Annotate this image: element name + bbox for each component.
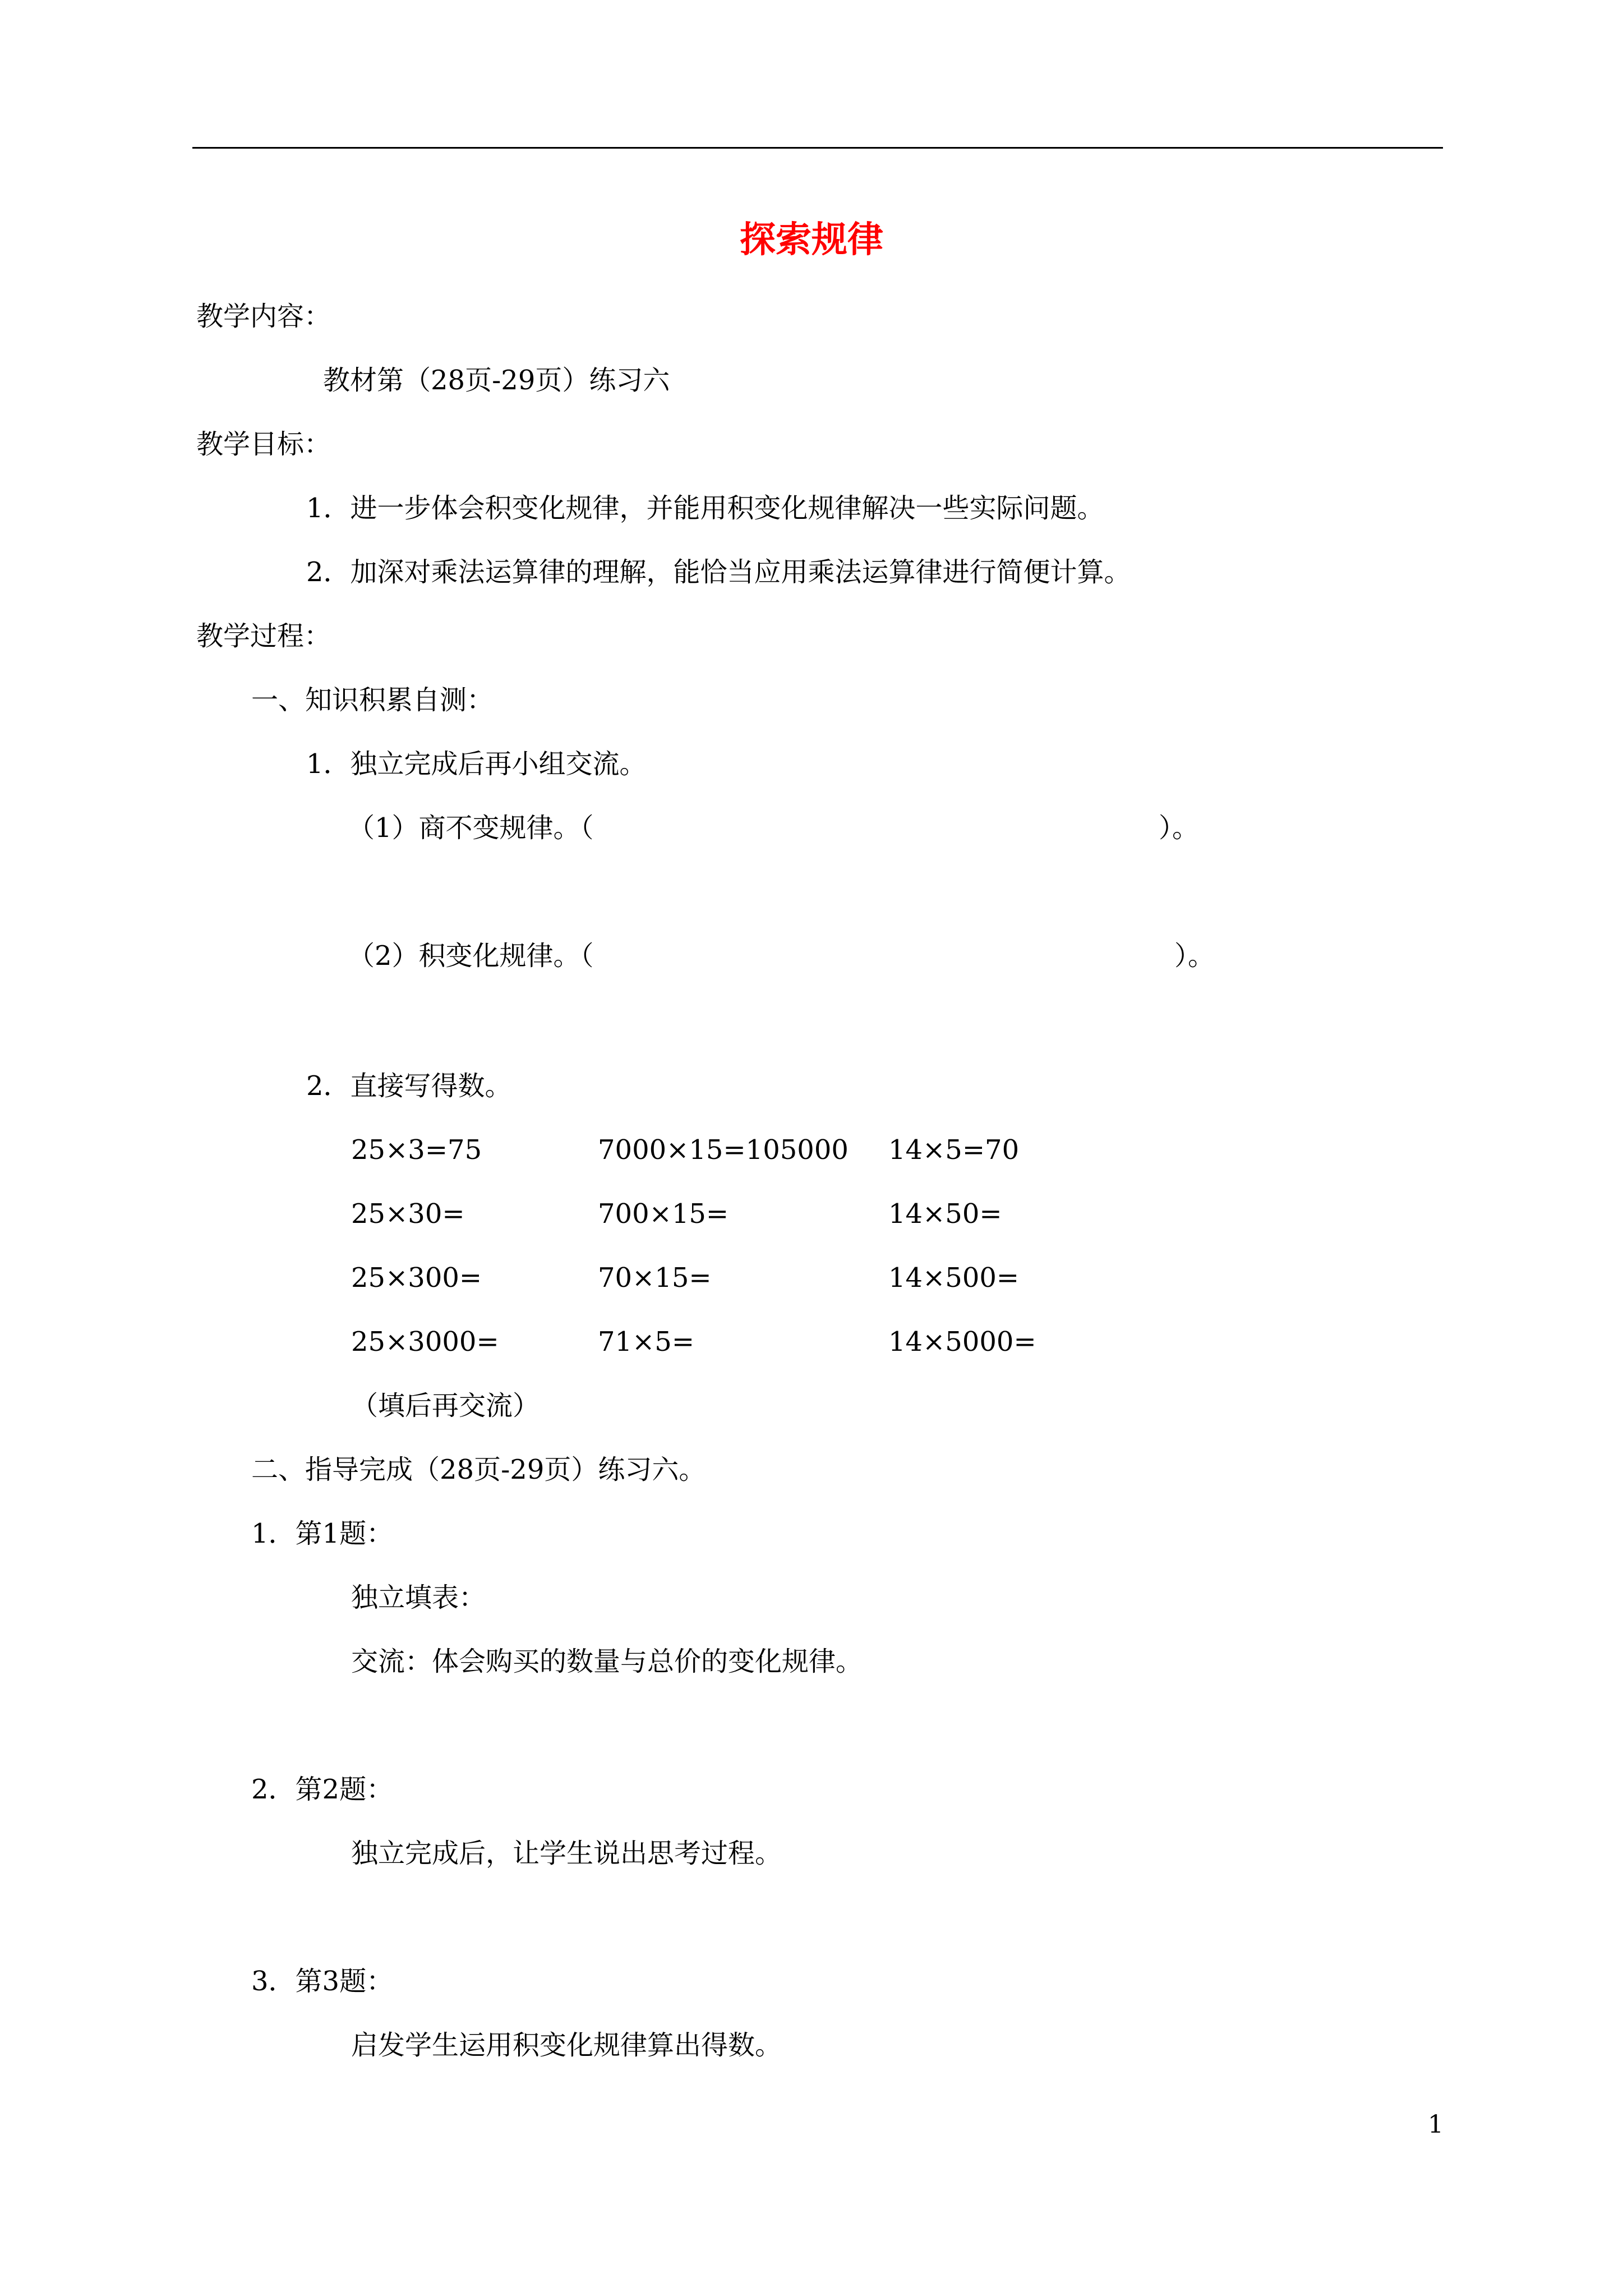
part1-item-2: 2．直接写得数。 <box>306 1070 512 1102</box>
goal-2: 2．加深对乘法运算律的理解，能恰当应用乘法运算律进行简便计算。 <box>306 556 1131 588</box>
calc-note: （填后再交流） <box>351 1390 540 1421</box>
question-1-line-2: 交流：体会购买的数量与总价的变化规律。 <box>351 1646 863 1677</box>
question-2-line-1: 独立完成后，让学生说出思考过程。 <box>351 1838 782 1869</box>
page-title: 探索规律 <box>740 219 883 261</box>
question-1-line-1: 独立填表： <box>351 1582 486 1613</box>
process-heading: 教学过程： <box>196 620 331 652</box>
rule-1-label: （1）商不变规律。（ <box>348 812 594 844</box>
goals-heading: 教学目标： <box>196 429 331 460</box>
part1-item-1: 1．独立完成后再小组交流。 <box>306 748 647 780</box>
rule-2-label: （2）积变化规律。（ <box>348 940 594 972</box>
calc-cell: 7000×15=105000 <box>598 1134 849 1166</box>
calc-cell: 14×50= <box>888 1198 1002 1230</box>
rule-2-close: ）。 <box>1174 940 1215 972</box>
goal-1: 1．进一步体会积变化规律，并能用积变化规律解决一些实际问题。 <box>306 493 1104 524</box>
calc-cell: 71×5= <box>598 1326 695 1358</box>
calc-cell: 14×500= <box>888 1262 1020 1294</box>
rule-1-close: ）。 <box>1159 812 1200 844</box>
content-text: 教材第（28页-29页）练习六 <box>323 365 670 396</box>
header-rule <box>192 147 1443 149</box>
calc-cell: 14×5=70 <box>888 1134 1020 1166</box>
page-number: 1 <box>1428 2110 1444 2139</box>
calc-cell: 25×3=75 <box>351 1134 482 1166</box>
part1-heading: 一、知识积累自测： <box>251 684 494 716</box>
part2-heading: 二、指导完成（28页-29页）练习六。 <box>251 1454 706 1485</box>
calc-cell: 70×15= <box>598 1262 712 1294</box>
content-heading: 教学内容： <box>196 301 331 332</box>
question-1-heading: 1．第1题： <box>251 1518 394 1549</box>
question-3-heading: 3．第3题： <box>251 1966 394 1997</box>
question-2-heading: 2．第2题： <box>251 1774 394 1805</box>
calc-cell: 25×30= <box>351 1198 465 1230</box>
calc-cell: 700×15= <box>598 1198 729 1230</box>
calc-cell: 14×5000= <box>888 1326 1036 1358</box>
calc-cell: 25×3000= <box>351 1326 499 1358</box>
question-3-line-1: 启发学生运用积变化规律算出得数。 <box>351 2030 782 2061</box>
calc-cell: 25×300= <box>351 1262 482 1294</box>
